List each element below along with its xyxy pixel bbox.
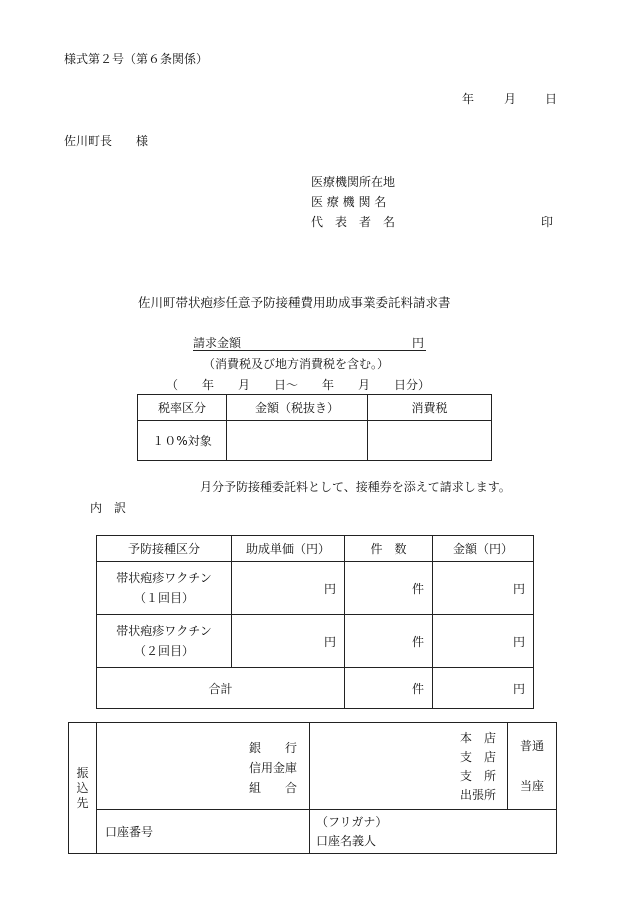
account-number-label: 口座番号 [105,825,154,839]
tax-note: （消費税及び地方消費税を含む。） [203,357,390,371]
total-amount-cell[interactable]: 円 [433,668,534,709]
tax-amount-cell[interactable] [227,421,368,461]
branch-name-cell[interactable] [310,723,508,810]
account-type-cell[interactable] [508,723,557,810]
tax-row-label: １０%対象 [138,421,227,461]
breakdown-table [96,535,534,709]
institution-type-shinkin: 信用金庫 [249,761,298,775]
table-row [97,562,534,615]
bank-side-label [69,723,97,854]
count-cell[interactable]: 件 [345,615,433,668]
amount-label: 請求金額 [193,336,242,350]
amount-cell[interactable]: 円 [433,562,534,615]
furigana-label: （フリガナ） [316,814,388,829]
institution-types [249,738,297,798]
breakdown-label: 内 訳 [90,501,127,515]
total-row [97,668,534,709]
request-statement: 月分予防接種委託料として、接種券を添えて請求します。 [200,480,511,494]
institution-name-cell[interactable] [97,723,310,810]
amount-cell[interactable]: 円 [433,615,534,668]
vaccine-name: 帯状疱疹ワクチン [116,624,212,638]
amount-line [193,334,426,351]
branch-type-branch: 支 店 [460,750,497,764]
breakdown-header-amount: 金額（円） [433,536,534,562]
vaccine-dose-2-label [97,615,232,668]
date-year-label: 年 [462,92,475,106]
document-title: 佐川町帯状疱疹任意予防接種費用助成事業委託料請求書 [138,295,451,310]
tax-consumption-cell[interactable] [368,421,492,461]
tax-table [137,394,492,461]
branch-type-subbranch: 支 所 [460,769,497,783]
branch-type-office: 出張所 [460,788,497,802]
institution-type-kumiai: 組 合 [249,781,298,795]
unit-price-cell[interactable]: 円 [232,615,345,668]
dose-number: （２回目） [133,644,194,658]
dose-number: （１回目） [133,591,194,605]
count-cell[interactable]: 件 [345,562,433,615]
unit-price-cell[interactable]: 円 [232,562,345,615]
total-label: 合計 [97,668,345,709]
account-holder-cell[interactable] [310,810,557,854]
table-row [97,615,534,668]
representative-label: 代 表 者 名 [311,215,396,229]
medical-name-label: 医 療 機 関 名 [311,195,387,209]
date-month-label: 月 [504,92,517,106]
tax-header-amount: 金額（税抜き） [227,395,368,421]
account-type-ordinary: 普通 [519,739,544,753]
seal-mark: 印 [541,215,554,229]
transfer-destination-label: 振込先 [76,765,89,810]
account-holder-label: 口座名義人 [316,833,377,848]
breakdown-header-category: 予防接種区分 [97,536,232,562]
medical-address-label: 医療機関所在地 [311,175,396,189]
vaccine-name: 帯状疱疹ワクチン [116,571,212,585]
breakdown-header-unit-price: 助成単価（円） [232,536,345,562]
institution-type-bank: 銀 行 [249,741,298,755]
branch-type-main: 本 店 [460,731,497,745]
total-count-cell[interactable]: 件 [345,668,433,709]
breakdown-header-count: 件 数 [345,536,433,562]
branch-types [460,729,496,805]
account-number-cell[interactable] [97,810,310,854]
account-type-current: 当座 [519,779,544,793]
tax-header-rate: 税率区分 [138,395,227,421]
addressee: 佐川町長 様 [64,134,149,148]
date-day-label: 日 [545,92,558,106]
form-number: 様式第２号（第６条関係） [64,52,209,66]
period-range: （ 年 月 日～ 年 月 日分） [166,378,431,392]
amount-unit: 円 [411,336,424,350]
bank-table [68,722,557,854]
vaccine-dose-1-label [97,562,232,615]
tax-header-consumption: 消費税 [368,395,492,421]
